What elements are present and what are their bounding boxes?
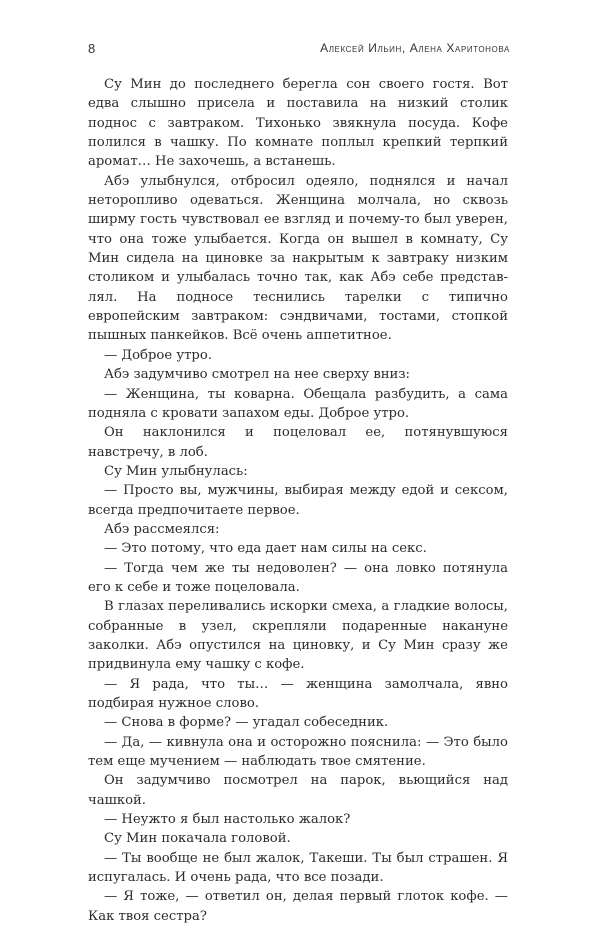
- paragraph: — Неужто я был настолько жалок?: [104, 812, 351, 828]
- paragraph: — Это потому, что еда дает нам силы на секс.: [104, 541, 427, 557]
- paragraph: — Я рада, что ты… — женщина замолчала, явно подбирая нужное слово.: [88, 676, 508, 711]
- paragraph: — Тогда чем же ты недоволен? — она ловко потянула его к себе и тоже поцеловала.: [88, 560, 508, 595]
- running-title: Алексей Ильин, Алена Харитонова: [320, 41, 510, 55]
- paragraph: Абэ задумчиво смотрел на нее сверху вниз:: [104, 367, 410, 383]
- paragraph: — Женщина, ты коварна. Обещала разбудить, а сама подняла с кровати запахом еды. Доброе утро.: [88, 386, 508, 421]
- page-header: [88, 41, 510, 61]
- paragraph: — Доброе утро.: [104, 347, 212, 363]
- paragraph: Абэ рассмеялся:: [104, 521, 220, 537]
- paragraph: Он наклонился и поцеловал ее, потянувшуюся навстречу, в лоб.: [88, 425, 508, 460]
- paragraph: Су Мин покачала головой.: [104, 831, 291, 847]
- paragraph: Абэ улыбнулся, отбросил одеяло, поднялся и начал неторопливо одеваться. Женщина молчала, но сквозь ширму гость чувствовал ее взгляд и почему-то был уверен, что она тоже улыбается. Когда он вышел в комнату, Су Мин сидела на циновке за накрытым к завтраку низким столиком и улыбалась точно так, как Абэ себе представлял. На подносе теснились тарелки с типично европейским завтраком: сэндвичами, тостами, стопкой пышных панкейков. Всё очень аппетитное.: [88, 173, 508, 344]
- paragraph: — Просто вы, мужчины, выбирая между едой и сексом, всегда предпочитаете первое.: [88, 483, 508, 518]
- paragraph: — Я тоже, — ответил он, делая первый глоток кофе. — Как твоя сестра?: [88, 889, 508, 924]
- paragraph: Су Мин до последнего берегла сон своего гостя. Вот едва слышно присела и поставила на низкий столик поднос с завтраком. Тихонько звякнула посуда. Кофе полился в чашку. По комнате поплыл крепкий терпкий аромат… Не захочешь, а встанешь.: [88, 77, 508, 170]
- page-number: 8: [88, 41, 96, 56]
- body-text: [88, 75, 508, 926]
- paragraph: — Да, — кивнула она и осторожно пояснила: — Это было тем еще мучением — наблюдать твое смятение.: [88, 734, 508, 770]
- paragraph: — Снова в форме? — угадал собеседник.: [104, 715, 389, 731]
- paragraph: Он задумчиво посмотрел на парок, вьющийся над чашкой.: [88, 773, 508, 808]
- paragraph: Су Мин улыбнулась:: [104, 463, 248, 479]
- paragraph: В глазах переливались искорки смеха, а гладкие волосы, собранные в узел, скрепляли подаренные накануне заколки. Абэ опустился на циновку, и Су Мин сразу же придвинула ему чашку с кофе.: [88, 599, 508, 673]
- paragraph: — Ты вообще не был жалок, Такеши. Ты был страшен. Я испугалась. И очень рада, что все позади.: [88, 850, 508, 886]
